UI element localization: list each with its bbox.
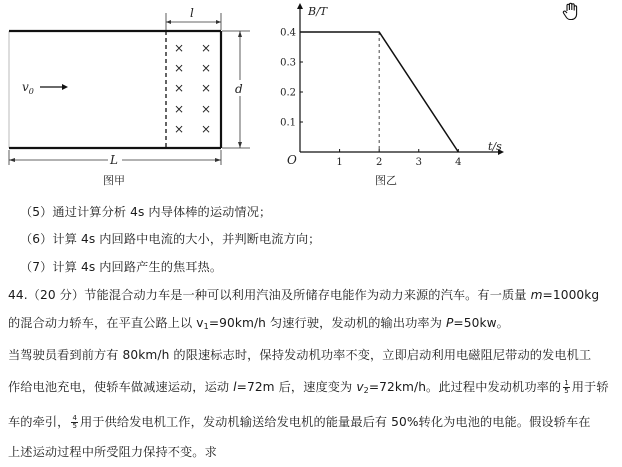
x-tick-label-4: 4 [455,157,462,168]
L-dimension-label: L [110,153,118,167]
field-mark-1-0: × [173,61,185,75]
y-tick-label-0.1: 0.1 [280,117,296,129]
figure-a-diagram [0,0,270,195]
problem-44-line-5: 车的牵引， $\frac{4}{5}$ 用于供给发电机工作，发动机输送给发电机的能量最后有 50%转化为电池的电能。假设轿车在 [8,414,591,430]
problem-44-line-2: 的混合动力轿车，在平直公路上以 $v_1=90km/h$ 匀速行驶，发动机的输出功率为 P=50kw。 [8,316,509,331]
problem-44-line-4: 作给电池充电，使轿车做减速运动，运动 l=72m 后，速度变为 $v_2=72km/h$。此过程中发动机功率的 $\frac{1}{5}$ 用于轿 [8,379,609,395]
field-mark-3-0: × [173,102,185,116]
figure-b-chart [282,0,522,195]
field-mark-2-1: × [200,81,212,95]
figure-a [0,0,270,195]
problem-44-line-1: 44.（20 分）节能混合动力车是一种可以利用汽油及所储存电能作为动力来源的汽车。有一质量 m=1000kg [8,288,600,302]
hand-cursor-icon [561,2,581,22]
fraction-one-fifth: $\frac{1}{5}$ [564,379,569,395]
y-tick-label-0.2: 0.2 [280,87,296,99]
l-dimension-label: l [190,6,194,20]
figure-b-caption: 图乙 [375,174,397,187]
figure-a-caption: 图甲 [103,174,125,187]
field-mark-1-1: × [200,61,212,75]
figure-b [282,0,522,195]
d-dimension-label: d [235,82,243,96]
question-6: （6）计算 4s 内回路中电流的大小，并判断电流方向； [20,232,321,246]
y-tick-label-0.3: 0.3 [280,57,296,69]
origin-label: O [287,153,297,167]
magnetic-field-marks [174,41,211,136]
field-mark-4-0: × [173,122,185,136]
x-tick-label-2: 2 [375,157,383,168]
question-7: （7）计算 4s 内回路产生的焦耳热。 [20,260,223,274]
x-axis-label: t/s [488,140,502,153]
question-5: （5）通过计算分析 4s 内导体棒的运动情况； [20,205,272,219]
field-mark-0-1: × [200,41,212,55]
field-mark-4-1: × [200,122,212,136]
problem-44-line-6: 上述运动过程中所受阻力保持不变。求 [8,445,217,459]
x-tick-label-1: 1 [336,157,343,168]
field-mark-0-0: × [173,41,185,55]
fraction-four-fifths: $\frac{4}{5}$ [72,414,77,430]
problem-44-line-3: 当驾驶员看到前方有 80km/h 的限速标志时，保持发动机功率不变，立即启动利用电磁阻尼带动的发电机工 [8,348,592,362]
field-mark-3-1: × [200,102,212,116]
v0-label: $v_0$ [22,80,34,96]
y-axis-label: B/T [308,5,328,18]
x-tick-label-3: 3 [415,157,422,168]
y-tick-label-0.4: 0.4 [280,27,296,39]
y-axis-arrow [297,3,303,9]
field-mark-2-0: × [173,81,185,95]
